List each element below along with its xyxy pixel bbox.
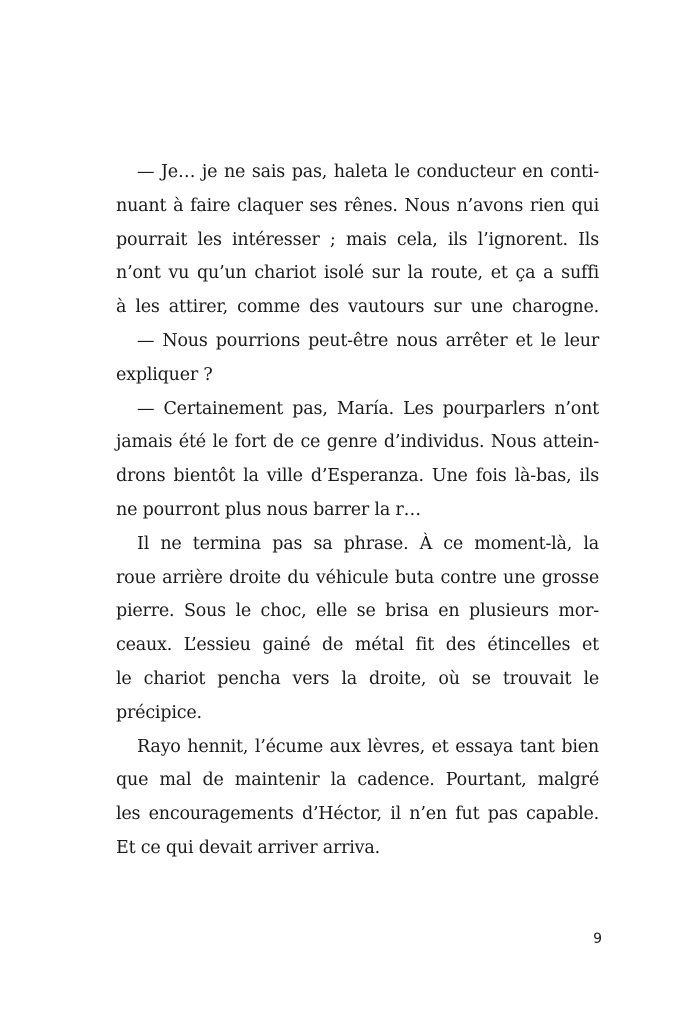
text-line: les encouragements d’Héctor, il n’en fut pas capable. [116,804,599,825]
text-line: pierre. Sous le choc, elle se brisa en plusieurs mor- [116,601,599,622]
text-line: que mal de maintenir la cadence. Pourtant, malgré [116,770,599,791]
text-line: — Nous pourrions peut-être nous arrêter et le leur [137,330,599,351]
text-line: le chariot pencha vers la droite, où se trouvait le [116,668,599,689]
text-line: — Certainement pas, María. Les pourparlers n’ont [137,398,599,419]
text-line: à les attirer, comme des vautours sur une charogne. [116,297,599,318]
text-line: précipice. [116,702,202,723]
text-line: Rayo hennit, l’écume aux lèvres, et essaya tant bien [137,736,599,757]
text-line: roue arrière droite du véhicule buta contre une grosse [116,567,599,588]
text-line: drons bientôt la ville d’Esperanza. Une fois là-bas, ils [116,466,599,487]
text-line: ceaux. L’essieu gainé de métal fit des étincelles et [116,635,599,656]
body-text [116,156,599,866]
page-number: 9 [593,931,602,947]
text-line: Et ce qui devait arriver arriva. [116,837,380,858]
text-line: ne pourront plus nous barrer la r… [116,499,421,520]
text-line: pourrait les intéresser ; mais cela, ils l’ignorent. Ils [116,229,599,250]
text-line: — Je… je ne sais pas, haleta le conducteur en conti- [137,162,599,182]
text-line: expliquer ? [116,364,213,385]
text-line: Il ne termina pas sa phrase. À ce moment-là, la [137,533,599,554]
text-line: jamais été le fort de ce genre d’individus. Nous attein- [116,432,599,453]
text-line: n’ont vu qu’un chariot isolé sur la route, et ça a suffi [116,263,599,284]
text-line: nuant à faire claquer ses rênes. Nous n’avons rien qui [116,195,599,216]
